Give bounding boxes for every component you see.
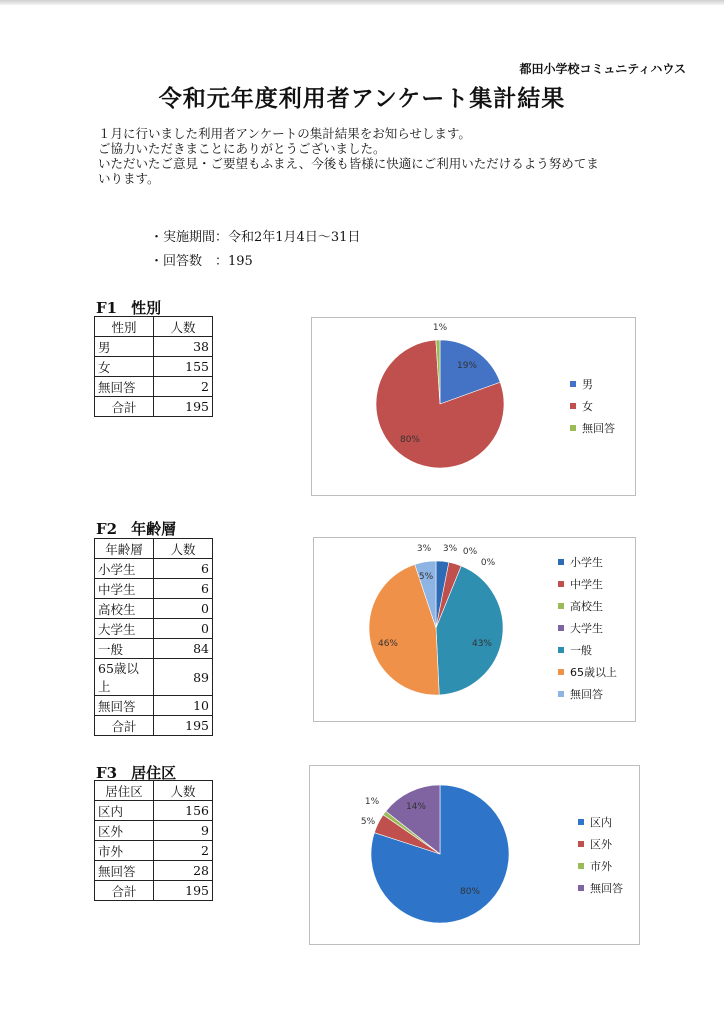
column-header: 人数 <box>154 539 213 559</box>
data-label: 1% <box>432 323 448 333</box>
count-cell: 2 <box>154 377 213 397</box>
legend-item <box>558 661 617 683</box>
total-value: 195 <box>154 881 213 901</box>
data-label: 3% <box>416 544 432 554</box>
chart-legend <box>558 551 617 705</box>
organization-name: 都田小学校コミュニティハウス <box>519 62 686 76</box>
legend-swatch <box>558 625 564 631</box>
table-row <box>95 619 213 639</box>
legend-swatch <box>570 403 576 409</box>
section-label: 性別 <box>131 299 162 317</box>
legend-item <box>558 551 617 573</box>
section-number: F3 <box>96 764 118 782</box>
count-cell: 38 <box>154 337 213 357</box>
table-row <box>95 821 213 841</box>
total-value: 195 <box>154 716 213 736</box>
count-cell: 2 <box>154 841 213 861</box>
legend-swatch <box>558 647 564 653</box>
legend-swatch <box>578 885 584 891</box>
page-title: 令和元年度利用者アンケート集計結果 <box>158 85 566 112</box>
category-cell: 男 <box>95 337 154 357</box>
data-label: 14% <box>405 802 427 812</box>
count-cell: 0 <box>154 619 213 639</box>
section-label: 居住区 <box>131 764 177 782</box>
legend-swatch <box>570 425 576 431</box>
legend-swatch <box>570 381 576 387</box>
column-header: 居住区 <box>95 781 154 801</box>
category-cell: 高校生 <box>95 599 154 619</box>
total-label: 合計 <box>95 881 154 901</box>
data-table-f2 <box>94 538 213 736</box>
data-table-f1 <box>94 316 213 417</box>
legend-label: 無回答 <box>570 688 603 701</box>
legend-swatch <box>558 581 564 587</box>
table-row <box>95 861 213 881</box>
count-cell: 28 <box>154 861 213 881</box>
data-label: 1% <box>364 797 380 807</box>
intro-line: ご協力いただきまことにありがとうございました。 <box>98 141 386 156</box>
count-cell: 89 <box>154 659 213 696</box>
legend-label: 一般 <box>570 644 592 657</box>
section-label: 年齢層 <box>131 520 177 538</box>
data-label: 0% <box>480 558 496 568</box>
category-cell: 女 <box>95 357 154 377</box>
category-cell: 区外 <box>95 821 154 841</box>
table-row <box>95 357 213 377</box>
legend-label: 男 <box>582 378 593 391</box>
pie-chart-f1 <box>311 317 636 496</box>
legend-label: 中学生 <box>570 578 603 591</box>
count-cell: 9 <box>154 821 213 841</box>
table-row <box>95 801 213 821</box>
legend-item <box>558 617 617 639</box>
legend-swatch <box>558 691 564 697</box>
category-cell: 無回答 <box>95 377 154 397</box>
survey-info <box>150 226 360 274</box>
data-label: 0% <box>462 547 478 557</box>
legend-item <box>578 877 623 899</box>
category-cell: 無回答 <box>95 861 154 881</box>
total-value: 195 <box>154 397 213 417</box>
legend-label: 小学生 <box>570 556 603 569</box>
data-label: 19% <box>456 361 478 371</box>
category-cell: 小学生 <box>95 559 154 579</box>
table-row <box>95 377 213 397</box>
table-row <box>95 337 213 357</box>
category-cell: 65歳以上 <box>95 659 154 696</box>
legend-label: 高校生 <box>570 600 603 613</box>
table-row <box>95 599 213 619</box>
legend-swatch <box>558 559 564 565</box>
column-header: 人数 <box>154 317 213 337</box>
legend-item <box>578 855 623 877</box>
count-cell: 6 <box>154 559 213 579</box>
legend-swatch <box>558 669 564 675</box>
data-label: 80% <box>459 887 481 897</box>
legend-item <box>558 639 617 661</box>
chart-legend <box>578 811 623 899</box>
legend-label: 無回答 <box>590 882 623 895</box>
count-cell: 0 <box>154 599 213 619</box>
section-number: F2 <box>96 520 118 538</box>
legend-swatch <box>578 819 584 825</box>
legend-label: 無回答 <box>582 422 615 435</box>
table-row <box>95 639 213 659</box>
data-table-f3 <box>94 780 213 901</box>
column-header: 性別 <box>95 317 154 337</box>
count-cell: 156 <box>154 801 213 821</box>
total-label: 合計 <box>95 716 154 736</box>
intro-line: いただいたご意見・ご要望もふまえ、今後も皆様に快適にご利用いただけるよう努めてま <box>98 156 599 171</box>
legend-item <box>570 417 615 439</box>
count-cell: 6 <box>154 579 213 599</box>
data-label: 5% <box>360 817 376 827</box>
pie-chart-f2 <box>313 537 636 722</box>
category-cell: 無回答 <box>95 696 154 716</box>
data-label: 5% <box>418 572 434 582</box>
category-cell: 市外 <box>95 841 154 861</box>
pie-chart-f3 <box>309 765 640 945</box>
total-label: 合計 <box>95 397 154 417</box>
data-label: 46% <box>377 639 399 649</box>
legend-label: 大学生 <box>570 622 603 635</box>
intro-line: １月に行いました利用者アンケートの集計結果をお知らせします。 <box>98 126 471 141</box>
count-cell: 10 <box>154 696 213 716</box>
category-cell: 中学生 <box>95 579 154 599</box>
total-row <box>95 881 213 901</box>
legend-swatch <box>578 863 584 869</box>
table-row <box>95 696 213 716</box>
table-row <box>95 579 213 599</box>
chart-legend <box>570 373 615 439</box>
column-header: 人数 <box>154 781 213 801</box>
legend-label: 区内 <box>590 816 612 829</box>
legend-swatch <box>558 603 564 609</box>
intro-text <box>98 126 658 186</box>
legend-item <box>570 373 615 395</box>
data-label: 3% <box>442 544 458 554</box>
intro-line: いります。 <box>98 171 160 186</box>
legend-label: 市外 <box>590 860 612 873</box>
column-header: 年齢層 <box>95 539 154 559</box>
legend-label: 65歳以上 <box>570 666 617 679</box>
legend-label: 女 <box>582 400 593 413</box>
count-cell: 155 <box>154 357 213 377</box>
legend-label: 区外 <box>590 838 612 851</box>
table-header-row <box>95 781 213 801</box>
scan-edge <box>0 0 724 5</box>
section-title-f1 <box>96 297 161 318</box>
legend-item <box>570 395 615 417</box>
data-label: 80% <box>399 435 421 445</box>
section-title-f2 <box>96 518 176 539</box>
legend-item <box>558 683 617 705</box>
legend-item <box>558 595 617 617</box>
survey-period: ・実施期間：令和2年1月4日～31日 <box>150 230 361 245</box>
table-header-row <box>95 317 213 337</box>
table-row <box>95 841 213 861</box>
legend-item <box>578 833 623 855</box>
table-row <box>95 659 213 696</box>
section-number: F1 <box>96 299 118 317</box>
category-cell: 一般 <box>95 639 154 659</box>
category-cell: 区内 <box>95 801 154 821</box>
legend-item <box>578 811 623 833</box>
count-cell: 84 <box>154 639 213 659</box>
total-row <box>95 716 213 736</box>
legend-item <box>558 573 617 595</box>
table-header-row <box>95 539 213 559</box>
data-label: 43% <box>471 639 493 649</box>
category-cell: 大学生 <box>95 619 154 639</box>
response-count: ・回答数 ：195 <box>150 254 253 269</box>
table-row <box>95 559 213 579</box>
legend-swatch <box>578 841 584 847</box>
total-row <box>95 397 213 417</box>
